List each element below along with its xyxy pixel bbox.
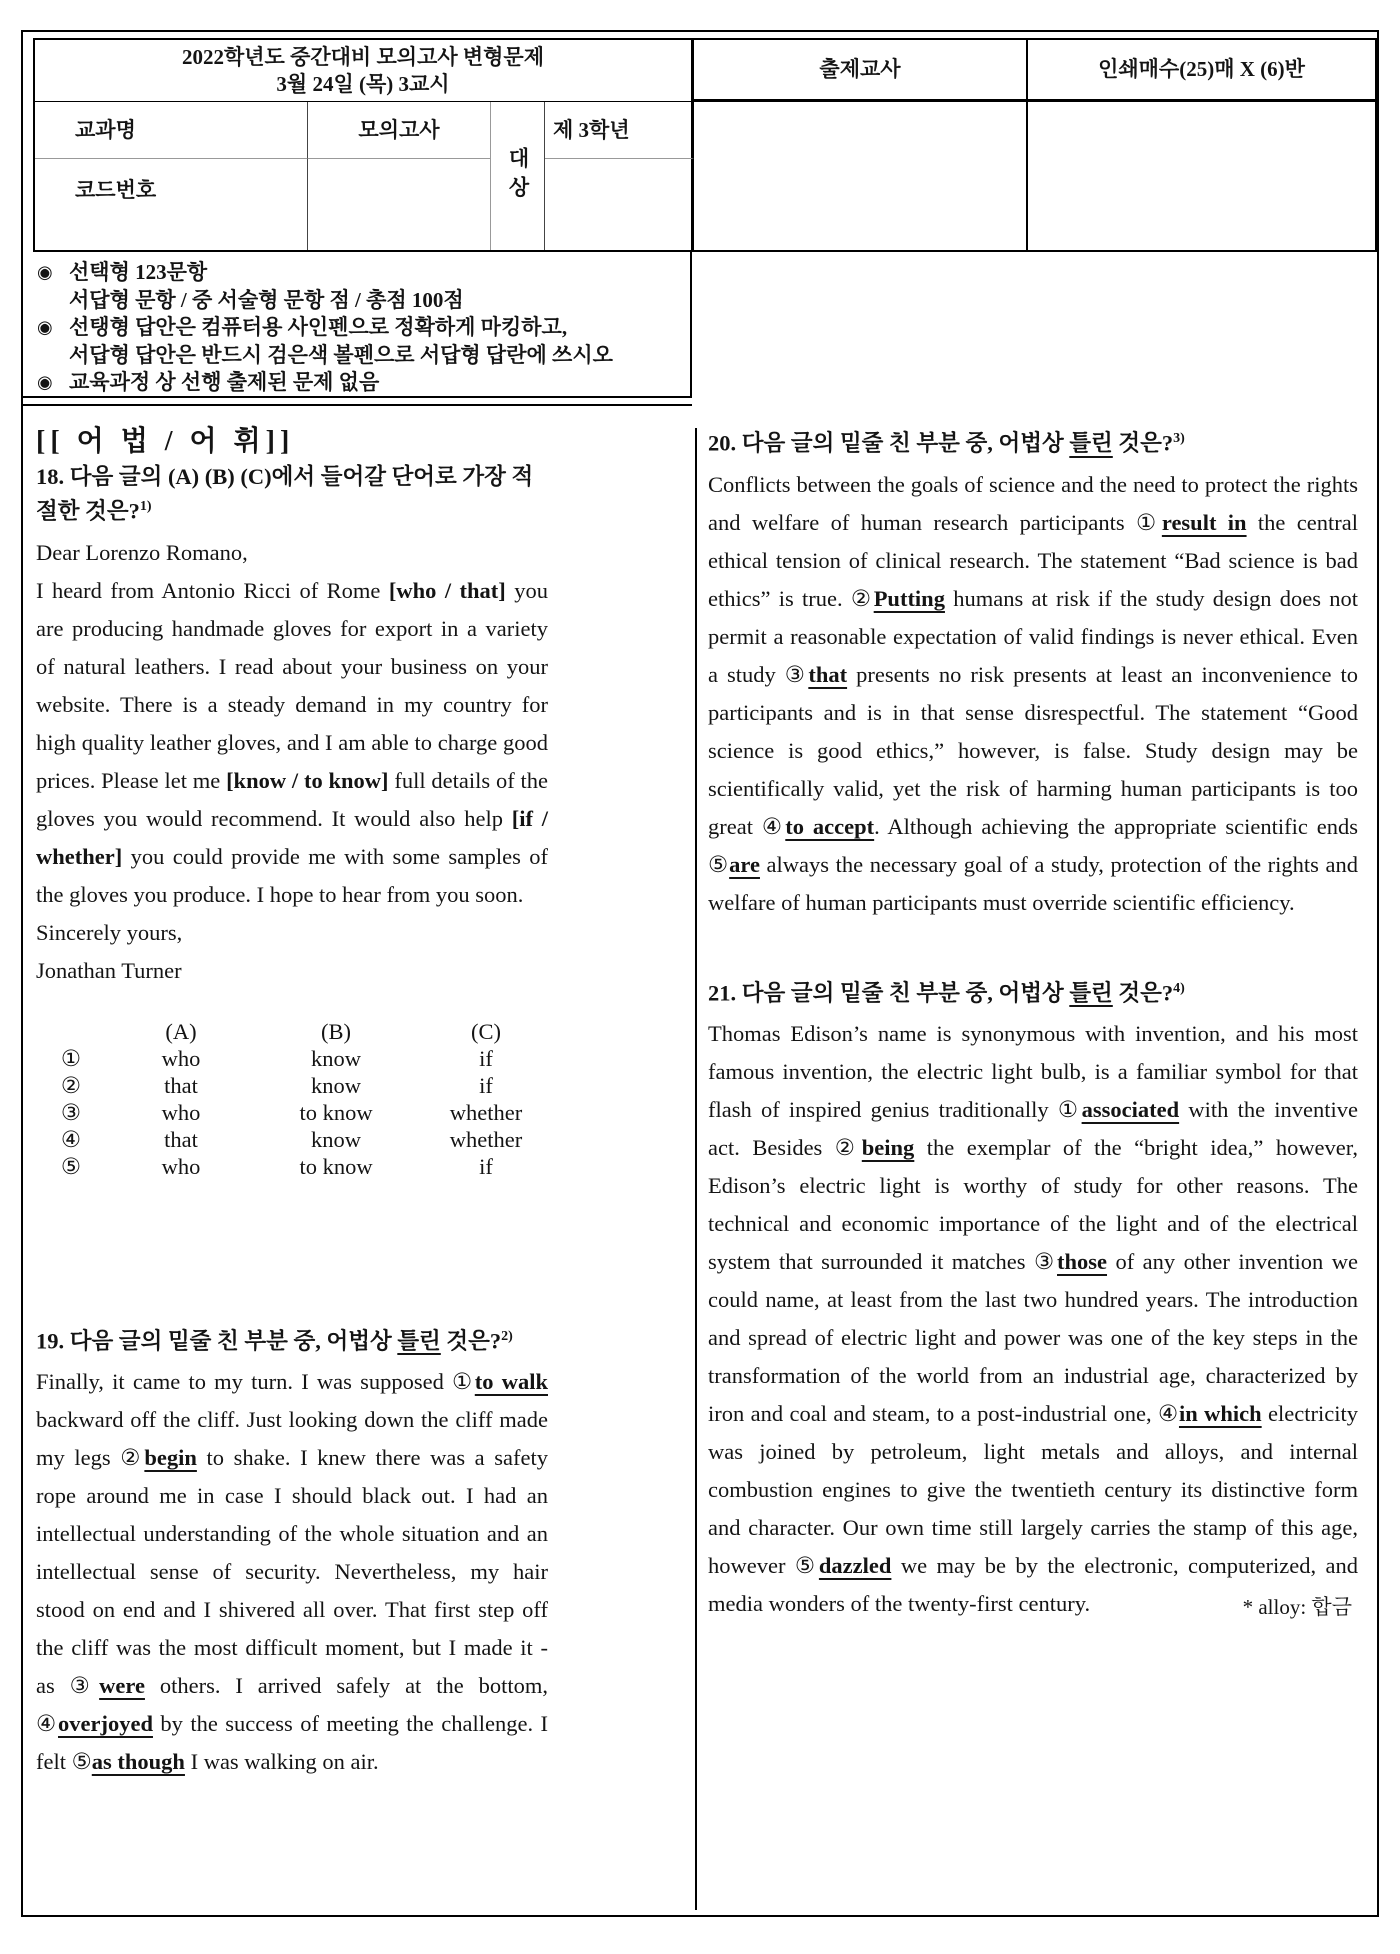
underlined-phrase: to walk xyxy=(474,1369,548,1394)
letter-signature: Jonathan Turner xyxy=(36,957,182,983)
option-a: who xyxy=(161,1099,201,1125)
column-divider xyxy=(695,428,697,1910)
circled-number: ② xyxy=(120,1445,145,1470)
question-21-title-text: 21. 다음 글의 밑줄 친 부분 중, 어법상 xyxy=(708,980,1070,1005)
exam-title-line1: 2022학년도 중간대비 모의고사 변형문제 xyxy=(181,44,545,69)
options-header-a: (A) xyxy=(165,1018,197,1044)
options-header-row xyxy=(36,1018,548,1045)
question-21-title xyxy=(708,974,1358,1009)
underlined-phrase: result in xyxy=(1161,509,1247,535)
option-number: ③ xyxy=(60,1099,82,1125)
circled-number: ⑤ xyxy=(71,1749,92,1774)
grade-value: 제 3학년 xyxy=(553,117,630,142)
examiner-label: 출제교사 xyxy=(819,57,901,81)
fisheye-bullet-icon xyxy=(37,342,69,370)
option-number: ② xyxy=(60,1072,82,1098)
question-19-title xyxy=(36,1322,548,1357)
notice-line xyxy=(37,259,686,287)
option-b: know xyxy=(311,1126,361,1152)
option-row-4 xyxy=(36,1126,548,1153)
exam-title-cell xyxy=(35,40,694,102)
question-19-passage: Finally, it came to my turn. I was supposed ①to walk backward off the cliff. Just looking down the cliff made my legs ②begin to shake. I knew there was a safety rope around me in case I should black out. I had an intellectual understanding of the whole situation and an intellectual sense of security. Nevertheless, my hair stood on end and I shivered all over. That first step off the cliff was the most difficult moment, but I made it - as ③were others. I arrived safely at the bottom, ④overjoyed by the success of meeting the challenge. I felt ⑤as though I was walking on air. xyxy=(36,1369,548,1774)
notice-line xyxy=(37,342,686,370)
option-number: ① xyxy=(60,1045,82,1071)
question-21-title-tail: 것은? xyxy=(1112,980,1174,1005)
circled-number: ④ xyxy=(1158,1401,1179,1426)
option-c: if xyxy=(479,1072,493,1098)
circled-number: ④ xyxy=(761,813,786,839)
print-count-label: 인쇄매수(25)매 X (6)반 xyxy=(1098,57,1305,81)
question-20-title-tail: 것은? xyxy=(1112,430,1174,456)
footnote-marker: 2) xyxy=(501,1328,513,1344)
notice-line xyxy=(37,287,686,315)
footnote-marker: 1) xyxy=(139,499,152,514)
footnote-marker: 3) xyxy=(1173,431,1185,446)
empty-cell-print xyxy=(1028,102,1375,250)
question-18 xyxy=(36,462,548,1180)
option-c: if xyxy=(479,1153,493,1179)
empty-cell-below-grade xyxy=(545,159,694,250)
circled-number: ② xyxy=(834,1135,862,1160)
notice-text: 서답형 문항 / 중 서술형 문항 점 / 총점 100점 xyxy=(69,287,464,312)
notice-text: 선탱형 답안은 컴퓨터용 사인펜으로 정확하게 마킹하고, xyxy=(69,315,568,339)
circled-number: ① xyxy=(1135,509,1162,535)
subject-label: 교과명 xyxy=(75,117,136,142)
fisheye-bullet-icon: ◉ xyxy=(37,262,53,282)
options-header-b: (B) xyxy=(321,1018,351,1044)
options-header-c: (C) xyxy=(471,1018,501,1044)
question-21-passage: Thomas Edison’s name is synonymous with invention, and his most famous invention, the electric light bulb, is a familiar symbol for that flash of inspired genius traditionally ①associated with the inventive act. Besides ②being the exemplar of the “bright idea,” however, Edison’s electric light is worthy of study for other reasons. The technical and economic importance of the light and of the electrical system that surrounded it matches ③those of any other invention we could name, at least from the last two hundred years. The introduction and spread of electric light and power was one of the key steps in the transformation of the world from an industrial age, characterized by iron and coal and steam, to a post-industrial one, ④in which electricity was joined by petroleum, light metals and alloys, and internal combustion engines to give the twentieth century its distinctive form and character. Our own time still largely carries the stamp of this age, however ⑤dazzled we may be by the electronic, computerized, and media wonders of the twenty-first century. xyxy=(708,1021,1359,1616)
underlined-phrase: overjoyed xyxy=(58,1711,153,1736)
question-20-title-text: 20. 다음 글의 밑줄 친 부분 중, 어법상 xyxy=(708,430,1070,456)
question-18-title-text: 18. 다음 글의 (A) (B) (C)에서 들어갈 단어로 가장 적절한 것은? xyxy=(36,464,534,524)
option-b: to know xyxy=(299,1153,373,1179)
question-20-title xyxy=(708,424,1358,459)
underlined-phrase: begin xyxy=(144,1445,197,1470)
circled-number: ① xyxy=(1057,1097,1082,1122)
notice-bottom-rule xyxy=(21,404,692,406)
subject-value: 모의고사 xyxy=(358,117,440,142)
option-c: whether xyxy=(449,1126,523,1152)
underlined-phrase: dazzled xyxy=(818,1553,892,1578)
footnote-marker: 4) xyxy=(1173,980,1185,996)
right-column xyxy=(708,424,1358,1623)
notice-text: 서답형 답안은 반드시 검은색 볼펜으로 서답형 답란에 쓰시오 xyxy=(69,342,613,367)
vocabulary-footnote: * alloy: 합금 xyxy=(1242,1595,1352,1619)
question-18-options-table xyxy=(36,1018,548,1180)
grade-value-cell xyxy=(545,102,694,159)
target-label: 대상 xyxy=(506,147,530,205)
circled-number: ⑤ xyxy=(794,1553,819,1578)
exam-notice-box xyxy=(21,252,692,398)
header-table xyxy=(33,38,1377,252)
circled-number: ② xyxy=(850,585,874,611)
option-number: ④ xyxy=(60,1126,82,1152)
option-number: ⑤ xyxy=(60,1153,82,1179)
underlined-phrase: Putting xyxy=(873,585,945,611)
subject-value-cell xyxy=(308,102,491,159)
question-19-title-tail: 것은? xyxy=(440,1328,502,1353)
question-21-passage-wrap xyxy=(708,1015,1358,1623)
examiner-label-cell xyxy=(694,40,1028,102)
print-count-cell xyxy=(1028,40,1375,102)
letter-salutation: Dear Lorenzo Romano, xyxy=(36,539,248,565)
code-label-cell xyxy=(35,159,308,250)
question-19-title-text: 19. 다음 글의 밑줄 친 부분 중, 어법상 xyxy=(36,1328,398,1353)
underlined-phrase: in which xyxy=(1178,1401,1262,1426)
underlined-phrase: associated xyxy=(1081,1097,1180,1122)
options-header-blank xyxy=(36,1018,106,1045)
question-21 xyxy=(708,974,1358,1624)
underlined-phrase: as though xyxy=(91,1749,185,1774)
notice-line xyxy=(37,369,686,397)
option-row-2 xyxy=(36,1072,548,1099)
option-c: whether xyxy=(449,1099,523,1125)
circled-number: ③ xyxy=(69,1673,100,1698)
option-row-3 xyxy=(36,1099,548,1126)
option-b: know xyxy=(311,1072,361,1098)
left-column xyxy=(36,426,548,1781)
option-c: if xyxy=(479,1045,493,1071)
circled-number: ③ xyxy=(1034,1249,1058,1274)
empty-cell-examiner xyxy=(694,102,1028,250)
notice-text: 선택형 123문항 xyxy=(69,260,208,284)
circled-number: ⑤ xyxy=(708,851,730,877)
circled-number: ④ xyxy=(36,1711,58,1736)
option-a: who xyxy=(161,1153,201,1179)
question-20 xyxy=(708,424,1358,922)
exam-title-line2: 3월 24일 (목) 3교시 xyxy=(276,71,450,96)
option-a: that xyxy=(164,1072,198,1098)
section-heading: [[ 어 법 / 어 휘]] xyxy=(36,426,295,457)
circled-number: ③ xyxy=(784,661,809,687)
underlined-phrase: are xyxy=(729,851,760,877)
underlined-phrase: that xyxy=(808,661,848,687)
circled-number: ① xyxy=(452,1369,475,1394)
option-row-1 xyxy=(36,1045,548,1072)
empty-cell-code-value xyxy=(308,159,491,250)
fisheye-bullet-icon xyxy=(37,287,69,315)
letter-closing: Sincerely yours, xyxy=(36,919,183,945)
underlined-word: 틀린 xyxy=(397,1328,441,1353)
option-b: to know xyxy=(299,1099,373,1125)
question-19 xyxy=(36,1322,548,1782)
notice-line xyxy=(37,314,686,342)
code-label: 코드번호 xyxy=(75,178,157,202)
option-row-5 xyxy=(36,1153,548,1180)
option-a: that xyxy=(164,1126,198,1152)
underlined-phrase: were xyxy=(99,1673,145,1698)
fisheye-bullet-icon: ◉ xyxy=(37,372,53,392)
underlined-phrase: to accept xyxy=(785,813,875,839)
underlined-word: 틀린 xyxy=(1069,980,1113,1005)
underlined-phrase: being xyxy=(861,1135,915,1160)
question-20-passage: Conflicts between the goals of science and the need to protect the rights and welfare of human research participants ①result in the central ethical tension of clinical research. The statement “Bad science is bad ethics” is true. ②Putting humans at risk if the study design does not permit a reasonable expectation of valid findings is never ethical. Even a study ③that presents no risk presents at least an inconvenience to participants and is in that sense disrespectful. The statement “Good science is good ethics,” however, is false. Study design may be scientifically valid, yet the risk of harming human participants is too great ④to accept. Although achieving the appropriate scientific ends ⑤are always the necessary goal of a study, protection of the rights and welfare of human participants must override scientific efficiency. xyxy=(708,471,1359,915)
target-label-cell xyxy=(491,102,545,250)
underlined-phrase: those xyxy=(1057,1249,1108,1274)
option-a: who xyxy=(161,1045,201,1071)
subject-label-cell xyxy=(35,102,308,159)
fisheye-bullet-icon: ◉ xyxy=(37,317,53,337)
option-b: know xyxy=(311,1045,361,1071)
notice-text: 교육과정 상 선행 출제된 문제 없음 xyxy=(69,370,380,394)
question-18-passage: I heard from Antonio Ricci of Rome [who / that] you are producing handmade gloves for export in a variety of natural leathers. I read about your business on your website. There is a steady demand in my country for high quality leather gloves, and I am able to charge good prices. Please let me [know / to know] full details of the gloves you would recommend. It would also help [if / whether] you could provide me with some samples of the gloves you produce. I hope to hear from you soon. xyxy=(36,577,549,907)
question-18-title xyxy=(36,462,548,527)
underlined-word: 틀린 xyxy=(1069,430,1113,456)
